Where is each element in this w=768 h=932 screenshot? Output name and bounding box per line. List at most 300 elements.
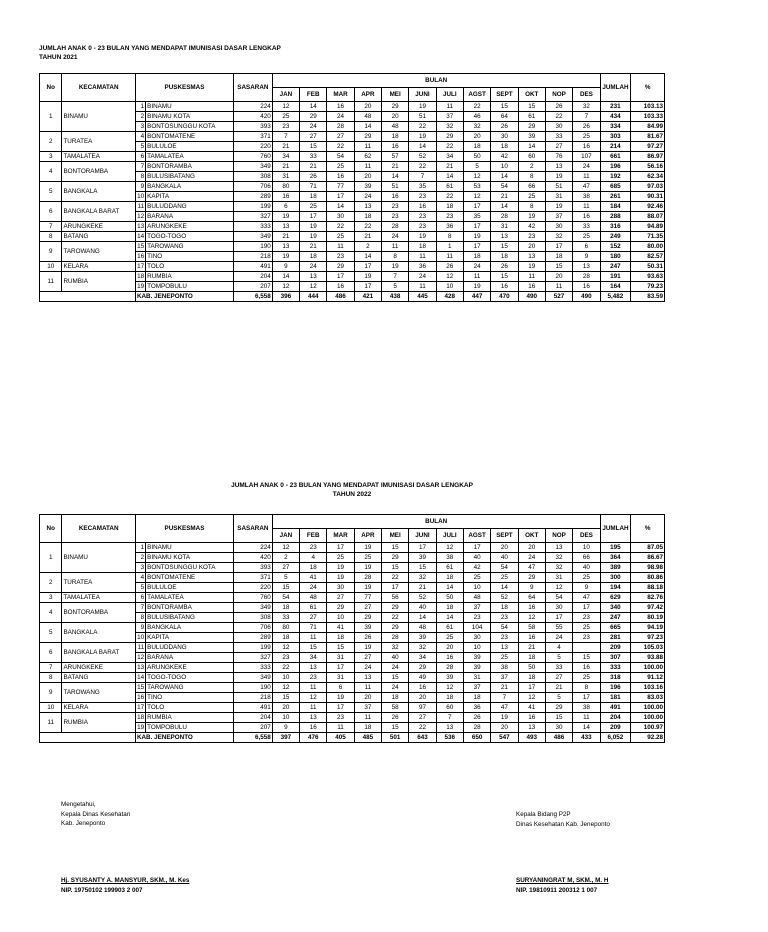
signature-left: [61, 800, 130, 829]
kecamatan-no: 6: [40, 202, 62, 222]
month-value: 17: [463, 242, 490, 252]
month-value: 26: [463, 713, 490, 723]
month-value: 28: [382, 633, 409, 643]
immunization-table-2021: [39, 73, 665, 302]
header-month: DES: [573, 88, 600, 102]
kecamatan-no: 5: [40, 623, 62, 643]
jumlah-value: 629: [600, 593, 631, 603]
jumlah-value: 303: [600, 132, 631, 142]
month-value: 53: [463, 182, 490, 192]
month-value: 22: [382, 613, 409, 623]
month-value: 21: [272, 162, 299, 172]
month-value: 16: [518, 633, 545, 643]
puskesmas-name: BONTORAMBA: [146, 162, 234, 172]
month-value: 11: [382, 242, 409, 252]
jumlah-value: 281: [600, 633, 631, 643]
sasaran-value: 220: [233, 142, 272, 152]
header-puskesmas: PUSKESMAS: [135, 74, 233, 102]
month-value: 12: [436, 272, 463, 282]
month-value: 30: [327, 212, 354, 222]
total-month: 438: [382, 292, 409, 302]
jumlah-value: 204: [600, 713, 631, 723]
month-value: 55: [545, 623, 572, 633]
puskesmas-name: BANGKALA: [146, 623, 234, 633]
month-value: 20: [354, 102, 381, 112]
sasaran-value: 224: [233, 102, 272, 112]
month-value: 19: [354, 583, 381, 593]
percent-value: 80.19: [631, 613, 665, 623]
month-value: 24: [382, 232, 409, 242]
month-value: 16: [409, 202, 436, 212]
kecamatan-name: TAROWANG: [62, 242, 136, 262]
header-month: AGST: [463, 529, 490, 543]
month-value: 42: [463, 563, 490, 573]
month-value: 20: [409, 693, 436, 703]
sasaran-value: 199: [233, 202, 272, 212]
month-value: 14: [300, 102, 327, 112]
percent-value: 100.00: [631, 663, 665, 673]
month-value: 20: [518, 543, 545, 553]
total-month: 428: [436, 292, 463, 302]
month-value: 47: [518, 563, 545, 573]
jumlah-value: 389: [600, 563, 631, 573]
month-value: 23: [382, 202, 409, 212]
puskesmas-no: 1: [135, 543, 145, 553]
total-month: 486: [327, 292, 354, 302]
month-value: 21: [518, 643, 545, 653]
puskesmas-no: 8: [135, 613, 145, 623]
month-value: 40: [382, 653, 409, 663]
month-value: 37: [436, 112, 463, 122]
puskesmas-no: 19: [137, 282, 145, 290]
sig-right-line1: Kepala Bidang P2P: [516, 811, 571, 818]
jumlah-value: 434: [600, 112, 631, 122]
month-value: 27: [327, 132, 354, 142]
month-value: 25: [300, 202, 327, 212]
table-row: [40, 152, 665, 162]
total-month: 405: [327, 733, 354, 743]
puskesmas-no: 18: [137, 713, 145, 721]
month-value: 13: [491, 232, 518, 242]
total-month: 643: [409, 733, 436, 743]
month-value: 7: [409, 172, 436, 182]
sasaran-value: 308: [233, 613, 272, 623]
table-row: [40, 202, 665, 212]
puskesmas-name: BULULOE: [146, 142, 234, 152]
month-value: 24: [382, 663, 409, 673]
month-value: 42: [518, 222, 545, 232]
jumlah-value: 184: [600, 202, 631, 212]
percent-value: 62.34: [631, 172, 665, 182]
month-value: 21: [272, 232, 299, 242]
month-value: 23: [491, 633, 518, 643]
month-value: 71: [300, 182, 327, 192]
sasaran-value: 289: [233, 192, 272, 202]
month-value: 18: [518, 653, 545, 663]
kecamatan-no: 10: [40, 703, 62, 713]
month-value: 30: [491, 132, 518, 142]
percent-value: 79.23: [631, 282, 665, 292]
puskesmas-name: TOMPOBULU: [146, 723, 234, 733]
puskesmas-name: BANGKALA: [146, 182, 234, 192]
percent-value: 81.67: [631, 132, 665, 142]
total-month: 445: [409, 292, 436, 302]
percent-value: 82.57: [631, 252, 665, 262]
jumlah-value: 194: [600, 583, 631, 593]
total-percent: 83.59: [631, 292, 665, 302]
month-value: 60: [436, 703, 463, 713]
month-value: 11: [354, 683, 381, 693]
month-value: 24: [573, 162, 600, 172]
kecamatan-no: 6: [40, 643, 62, 663]
month-value: 23: [272, 653, 299, 663]
month-value: 10: [491, 162, 518, 172]
month-value: 39: [354, 623, 381, 633]
month-value: 24: [354, 663, 381, 673]
month-value: 30: [545, 122, 572, 132]
month-value: 26: [300, 172, 327, 182]
kecamatan-name: BANGKALA BARAT: [62, 643, 136, 663]
month-value: 32: [436, 122, 463, 132]
month-value: 38: [573, 703, 600, 713]
month-value: 14: [436, 613, 463, 623]
month-value: 39: [436, 673, 463, 683]
percent-value: 97.27: [631, 142, 665, 152]
total-month: 433: [573, 733, 600, 743]
puskesmas-name: BULULOE: [146, 583, 234, 593]
sasaran-value: 349: [233, 232, 272, 242]
sasaran-value: 706: [233, 182, 272, 192]
sig-right-name: SURYANINGRAT M, SKM., M. H: [516, 877, 609, 884]
month-value: 14: [409, 613, 436, 623]
sasaran-value: 491: [233, 703, 272, 713]
month-value: 39: [409, 553, 436, 563]
month-value: 5: [463, 162, 490, 172]
month-value: 14: [436, 172, 463, 182]
month-value: 18: [436, 603, 463, 613]
month-value: 104: [463, 623, 490, 633]
table-row: [40, 102, 665, 112]
header-month: APR: [354, 529, 381, 543]
month-value: 80: [272, 182, 299, 192]
month-value: 32: [545, 553, 572, 563]
month-value: 25: [327, 232, 354, 242]
month-value: 19: [327, 693, 354, 703]
month-value: 22: [327, 142, 354, 152]
month-value: 18: [491, 142, 518, 152]
month-value: 15: [382, 543, 409, 553]
month-value: 25: [573, 573, 600, 583]
puskesmas-name: BULUSIBATANG: [146, 172, 234, 182]
month-value: 24: [518, 553, 545, 563]
puskesmas-name: TAMALATEA: [146, 152, 234, 162]
header-month: MAR: [327, 529, 354, 543]
month-value: 77: [354, 593, 381, 603]
month-value: 19: [382, 262, 409, 272]
month-value: 18: [491, 603, 518, 613]
month-value: 11: [573, 172, 600, 182]
puskesmas-name: BONTOSUNGGU KOTA: [146, 122, 234, 132]
month-value: 12: [436, 543, 463, 553]
kecamatan-no: 2: [40, 132, 62, 152]
month-value: 22: [409, 723, 436, 733]
total-sasaran: 6,558: [233, 733, 272, 743]
month-value: 23: [300, 543, 327, 553]
puskesmas-name: TAROWANG: [146, 683, 234, 693]
puskesmas-no: 4: [135, 132, 145, 142]
month-value: 29: [382, 623, 409, 633]
percent-value: 88.18: [631, 583, 665, 593]
month-value: 48: [354, 112, 381, 122]
month-value: 29: [382, 553, 409, 563]
kecamatan-no: 5: [40, 182, 62, 202]
puskesmas-no: 5: [135, 583, 145, 593]
total-month: 444: [300, 292, 327, 302]
jumlah-value: 491: [600, 703, 631, 713]
month-value: 30: [327, 583, 354, 593]
month-value: 32: [382, 643, 409, 653]
month-value: 7: [573, 112, 600, 122]
month-value: 41: [518, 703, 545, 713]
puskesmas-no: 14: [137, 232, 145, 240]
month-value: 13: [518, 252, 545, 262]
month-value: 19: [354, 643, 381, 653]
header-month: SEPT: [491, 88, 518, 102]
month-value: 18: [436, 573, 463, 583]
month-value: 50: [518, 663, 545, 673]
percent-value: 103.16: [631, 683, 665, 693]
month-value: 11: [518, 272, 545, 282]
month-value: 14: [491, 583, 518, 593]
table-row: [40, 543, 665, 553]
puskesmas-name: BULUDDANG: [146, 202, 234, 212]
sasaran-value: 491: [233, 262, 272, 272]
header-jumlah: JUMLAH: [600, 515, 631, 543]
month-value: 10: [573, 543, 600, 553]
month-value: 20: [272, 703, 299, 713]
month-value: 16: [518, 603, 545, 613]
header-month: MAR: [327, 88, 354, 102]
puskesmas-name: BINAMU KOTA: [146, 112, 234, 122]
puskesmas-no: 4: [135, 573, 145, 583]
total-month: 650: [463, 733, 490, 743]
month-value: 13: [491, 643, 518, 653]
month-value: 31: [272, 172, 299, 182]
month-value: 24: [409, 272, 436, 282]
kecamatan-no: 2: [40, 573, 62, 593]
month-value: 9: [518, 583, 545, 593]
month-value: 7: [382, 272, 409, 282]
month-value: 23: [409, 192, 436, 202]
puskesmas-name: KAPITA: [146, 192, 234, 202]
puskesmas-no: 15: [137, 683, 145, 691]
sasaran-value: 333: [233, 663, 272, 673]
month-value: 10: [463, 583, 490, 593]
total-month: 501: [382, 733, 409, 743]
month-value: 27: [354, 653, 381, 663]
month-value: 13: [300, 272, 327, 282]
table-row: [40, 663, 665, 673]
total-month: 536: [436, 733, 463, 743]
puskesmas-no: 13: [137, 222, 145, 230]
puskesmas-no: 6: [135, 593, 145, 603]
month-value: 32: [545, 563, 572, 573]
total-blank: [40, 292, 136, 302]
month-value: 11: [354, 162, 381, 172]
month-value: 54: [272, 593, 299, 603]
percent-value: 100.97: [631, 723, 665, 733]
month-value: 18: [327, 633, 354, 643]
percent-value: 92.46: [631, 202, 665, 212]
sig-left-name: Hj. SYUSANTY A. MANSYUR, SKM., M. Kes: [61, 877, 190, 884]
month-value: 16: [518, 282, 545, 292]
month-value: 36: [436, 222, 463, 232]
month-value: 25: [436, 633, 463, 643]
puskesmas-name: TINO: [146, 252, 234, 262]
month-value: 14: [272, 272, 299, 282]
month-value: 54: [545, 593, 572, 603]
kecamatan-name: ARUNGKEKE: [62, 663, 136, 673]
puskesmas-no: 11: [135, 202, 145, 212]
month-value: 47: [573, 182, 600, 192]
puskesmas-name: TOGO-TOGO: [146, 673, 234, 683]
month-value: 29: [327, 262, 354, 272]
month-value: 8: [573, 683, 600, 693]
puskesmas-name: BINAMU KOTA: [146, 553, 234, 563]
month-value: 14: [354, 122, 381, 132]
month-value: 26: [436, 262, 463, 272]
month-value: 17: [409, 543, 436, 553]
month-value: 20: [354, 693, 381, 703]
table2-title-line2: TAHUN 2022: [332, 491, 372, 498]
month-value: 21: [382, 162, 409, 172]
month-value: 19: [463, 232, 490, 242]
month-value: 32: [409, 573, 436, 583]
puskesmas-no: 15: [137, 242, 145, 250]
kecamatan-name: BANGKALA BARAT: [62, 202, 136, 222]
month-value: 23: [573, 613, 600, 623]
header-month: JAN: [272, 529, 299, 543]
header-month: SEPT: [491, 529, 518, 543]
month-value: 16: [382, 142, 409, 152]
puskesmas-name: BONTOMATENE: [146, 573, 234, 583]
month-value: 16: [491, 282, 518, 292]
month-value: 25: [573, 132, 600, 142]
month-value: 48: [300, 593, 327, 603]
month-value: 19: [409, 132, 436, 142]
header-month: OKT: [518, 529, 545, 543]
month-value: 19: [327, 573, 354, 583]
kecamatan-name: BATANG: [62, 232, 136, 242]
puskesmas-name: TOLO: [146, 262, 234, 272]
month-value: 41: [327, 623, 354, 633]
total-month: 490: [518, 292, 545, 302]
month-value: 21: [436, 162, 463, 172]
month-value: 15: [491, 102, 518, 112]
sasaran-value: 204: [233, 713, 272, 723]
month-value: 34: [409, 653, 436, 663]
kecamatan-name: BONTORAMBA: [62, 603, 136, 623]
jumlah-value: 334: [600, 122, 631, 132]
month-value: 12: [272, 282, 299, 292]
month-value: 21: [272, 142, 299, 152]
sasaran-value: 349: [233, 162, 272, 172]
month-value: 13: [272, 222, 299, 232]
sasaran-value: 218: [233, 252, 272, 262]
month-value: 21: [491, 683, 518, 693]
header-month: OKT: [518, 88, 545, 102]
kecamatan-no: 3: [40, 593, 62, 603]
month-value: 52: [409, 593, 436, 603]
sasaran-value: 349: [233, 673, 272, 683]
month-value: 32: [573, 102, 600, 112]
kecamatan-name: BINAMU: [62, 543, 136, 573]
month-value: 31: [491, 222, 518, 232]
month-value: 16: [436, 653, 463, 663]
month-value: 11: [573, 202, 600, 212]
month-value: 9: [272, 723, 299, 733]
month-value: 29: [300, 112, 327, 122]
month-value: 19: [354, 563, 381, 573]
month-value: 31: [545, 192, 572, 202]
month-value: 18: [491, 252, 518, 262]
month-value: 20: [382, 112, 409, 122]
month-value: 18: [463, 142, 490, 152]
month-value: 11: [300, 703, 327, 713]
sasaran-value: 190: [233, 683, 272, 693]
month-value: 32: [409, 643, 436, 653]
month-value: 54: [491, 563, 518, 573]
percent-value: 97.23: [631, 633, 665, 643]
total-month: 476: [300, 733, 327, 743]
total-row: [40, 292, 665, 302]
table-row: [40, 272, 665, 282]
header-pct: %: [631, 74, 665, 102]
month-value: 22: [272, 663, 299, 673]
month-value: 20: [545, 272, 572, 282]
sasaran-value: 420: [233, 553, 272, 563]
kecamatan-no: 7: [40, 222, 62, 232]
puskesmas-name: BINAMU: [146, 102, 234, 112]
month-value: 22: [545, 112, 572, 122]
total-month: 486: [545, 733, 572, 743]
month-value: 28: [382, 222, 409, 232]
month-value: 27: [545, 673, 572, 683]
month-value: 61: [436, 563, 463, 573]
month-value: 24: [354, 192, 381, 202]
jumlah-value: 247: [600, 613, 631, 623]
percent-value: 86.67: [631, 553, 665, 563]
month-value: 22: [436, 142, 463, 152]
jumlah-value: 249: [600, 232, 631, 242]
sasaran-value: 706: [233, 623, 272, 633]
month-value: 22: [463, 102, 490, 112]
month-value: 15: [545, 713, 572, 723]
percent-value: 71.35: [631, 232, 665, 242]
puskesmas-no: 6: [135, 152, 145, 162]
month-value: 10: [463, 643, 490, 653]
month-value: 18: [382, 132, 409, 142]
header-sasaran: SASARAN: [233, 515, 272, 543]
month-value: 21: [491, 192, 518, 202]
month-value: 12: [272, 683, 299, 693]
jumlah-value: 164: [600, 282, 631, 292]
sasaran-value: 760: [233, 152, 272, 162]
month-value: 46: [463, 112, 490, 122]
month-value: 11: [300, 633, 327, 643]
sasaran-value: 393: [233, 122, 272, 132]
puskesmas-name: BONTORAMBA: [146, 603, 234, 613]
